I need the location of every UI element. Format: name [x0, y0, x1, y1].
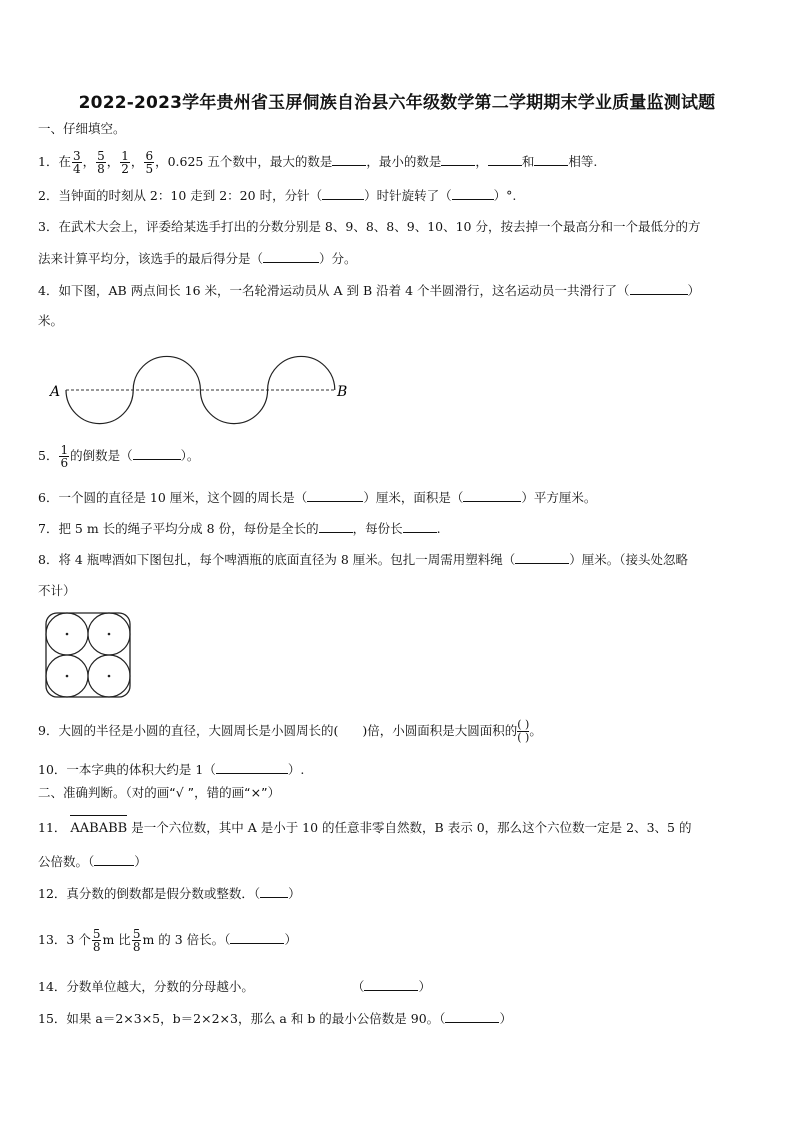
answer-blank[interactable]: [630, 282, 688, 295]
fraction: $\frac{6}{5}$: [145, 149, 154, 176]
bottles-bundle-figure: [42, 609, 134, 701]
answer-blank[interactable]: [463, 489, 521, 502]
question-2: 2．当钟面的时刻从 2：10 走到 2：20 时，分针（ ）时针旋转了（ ）°.: [38, 188, 517, 203]
answer-blank[interactable]: [230, 931, 284, 944]
fraction: $\frac{1}{2}$: [121, 149, 129, 176]
point-a-label: A: [50, 384, 61, 400]
section-2-heading: 二、准确判断。（对的画“√ ”，错的画“×”）: [38, 785, 281, 800]
question-6: 6．一个圆的直径是 10 厘米，这个圆的周长是（ ）厘米，面积是（ ）平方厘米。: [38, 490, 597, 505]
answer-blank[interactable]: [133, 447, 181, 460]
question-4-line-2: 米。: [38, 313, 64, 328]
question-10: 10．一本字典的体积大约是 1（ ）.: [38, 762, 305, 777]
fraction: $\frac{5}{8}$: [92, 927, 101, 954]
question-7: 7．把 5 m 长的绳子平均分成 8 份，每份是全长的 ，每份长 .: [38, 521, 441, 536]
point-b-label: B: [337, 384, 348, 400]
question-11-line-2: 公倍数。（ ）: [38, 854, 147, 869]
overlined-number: AABABB: [70, 815, 127, 840]
question-3-line-1: 3．在武术大会上，评委给某选手打出的分数分别是 8、9、8、8、9、10、10 分，按去掉一个最高分和一个最低分的方: [38, 219, 701, 234]
question-14: 14．分数单位越大，分数的分母越小。 （ ）: [38, 979, 431, 994]
question-13: 13．3 个 $\frac{5}{8}$ m 比 $\frac{5}{8}$ m 的 3 倍长。（ ）: [38, 927, 297, 954]
answer-blank[interactable]: [452, 187, 494, 200]
answer-blank[interactable]: [332, 153, 366, 166]
question-3-line-2: 法来计算平均分，该选手的最后得分是（ ）分。: [38, 251, 357, 266]
fraction: $\frac{5}{8}$: [132, 927, 141, 954]
semicircle-2: [133, 356, 200, 390]
semicircle-4: [268, 356, 335, 390]
answer-blank[interactable]: [488, 153, 522, 166]
answer-blank[interactable]: [445, 1010, 499, 1023]
fraction-blank[interactable]: $\frac{( )}{( )}$: [517, 718, 530, 744]
question-9: 9．大圆的半径是小圆的直径，大圆周长是小圆周长的( )倍，小圆面积是大圆面积的 $\frac{( )}{( )}$ 。: [38, 718, 542, 744]
question-8-line-1: 8．将 4 瓶啤酒如下图包扎，每个啤酒瓶的底面直径为 8 厘米。包扎一周需用塑料绳（ ）厘米。（接头处忽略: [38, 552, 689, 567]
page-title: 2022-2023学年贵州省玉屏侗族自治县六年级数学第二学期期末学业质量监测试题: [78, 93, 716, 113]
question-8-line-2: 不计）: [38, 583, 76, 598]
question-4-line-1: 4．如下图，AB 两点间长 16 米，一名轮滑运动员从 A 到 B 沿着 4 个半圆滑行，这名运动员一共滑行了（ ）: [38, 283, 701, 298]
center-dot: [108, 675, 111, 678]
fraction: $\frac{1}{6}$: [60, 443, 69, 470]
semicircle-path-figure: [44, 348, 364, 432]
section-1-heading: 一、仔细填空。: [38, 121, 126, 136]
answer-blank[interactable]: [307, 489, 363, 502]
answer-blank[interactable]: [515, 551, 569, 564]
answer-blank[interactable]: [403, 520, 437, 533]
fraction: $\frac{5}{8}$: [97, 149, 105, 176]
center-dot: [66, 633, 69, 636]
answer-blank[interactable]: [322, 187, 364, 200]
fraction: $\frac{3}{4}$: [72, 149, 81, 176]
semicircle-1: [66, 390, 133, 424]
question-5: 5． $\frac{1}{6}$ 的倒数是（ ）。: [38, 443, 200, 470]
answer-blank[interactable]: [441, 153, 475, 166]
question-1: 1．在 $\frac{3}{4}$ ， $\frac{5}{8}$ ， $\frac{1}{2}$ ， $\frac{6}{5}$ ，0.625 五个数中，最大的数是 ，最小的数是 ， 和 相等.: [38, 149, 598, 176]
question-12: 12．真分数的倒数都是假分数或整数．（ ）: [38, 886, 301, 901]
answer-blank[interactable]: [94, 853, 134, 866]
answer-blank[interactable]: [319, 520, 353, 533]
answer-blank[interactable]: [216, 761, 288, 774]
answer-blank[interactable]: [263, 250, 319, 263]
center-dot: [108, 633, 111, 636]
center-dot: [66, 675, 69, 678]
semicircle-3: [200, 390, 267, 424]
question-15: 15．如果 a＝2×3×5，b＝2×2×3，那么 a 和 b 的最小公倍数是 90。（ ）: [38, 1011, 512, 1026]
answer-blank[interactable]: [260, 885, 288, 898]
rope-outline: [46, 613, 130, 697]
question-11-line-1: 11． AABABB 是一个六位数，其中 A 是小于 10 的任意非零自然数，B 表示 0，那么这个六位数一定是 2、3、5 的: [38, 815, 763, 837]
answer-blank[interactable]: [534, 153, 568, 166]
answer-blank[interactable]: [364, 978, 418, 991]
